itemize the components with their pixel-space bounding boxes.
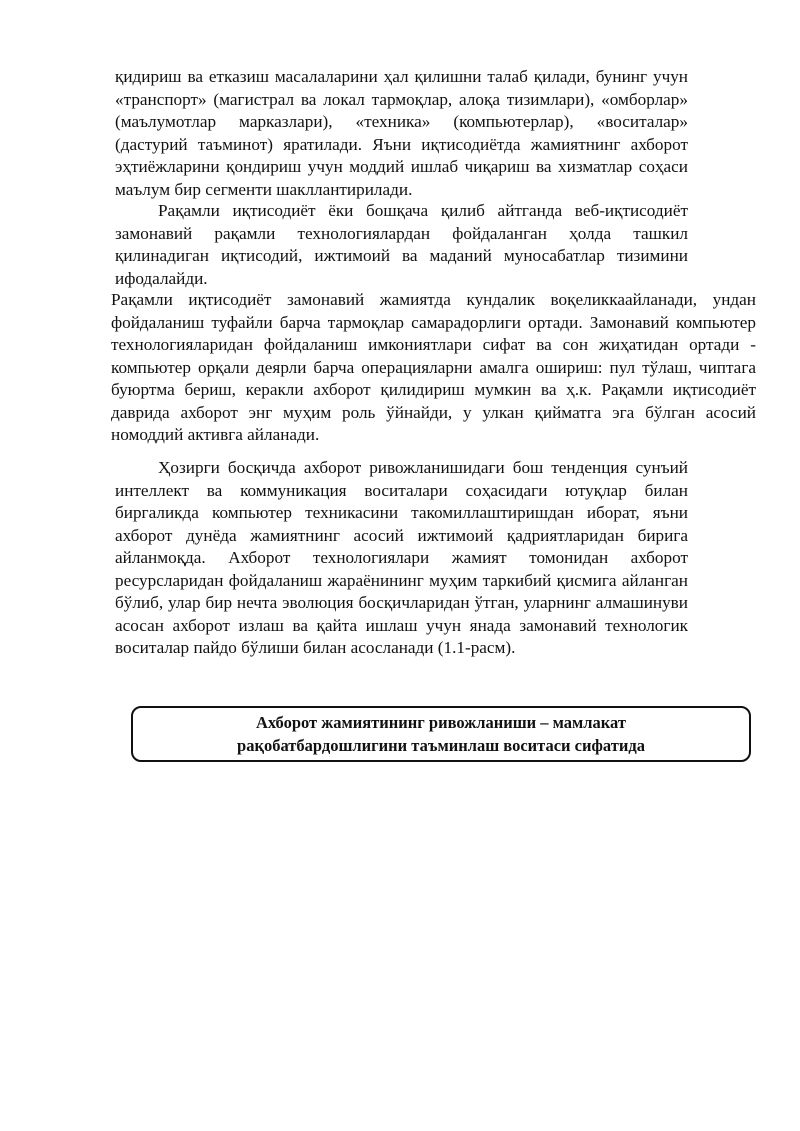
figure-title-line-1: Ахборот жамиятининг ривожланиши – мамлакат [256,713,626,732]
figure-title-box [131,706,751,762]
body-paragraph-4: Ҳозирги босқичда ахборот ривожланишидаги бош тенденция сунъий интеллект ва коммуникация воситалари соҳасидаги ютуқлар билан биргаликда компьютер техникасини такомиллаштиришдан иборат, яъни ахборот дунёда жамиятнинг асосий ижтимоий қадриятларидан бирига айланмоқда. Ахборот технологиялари жамият томонидан ахборот ресурсларидан фойдаланиш жараёнининг муҳим таркибий қисмига айланган бўлиб, улар бир нечта эволюция босқичларидан ўтган, уларнинг алмашинуви асосан ахборот излаш ва қайта ишлаш учун янада замонавий технологик воситалар пайдо бўлиши билан асосланади (1.1-расм). [115,458,688,657]
body-paragraph-1: қидириш ва етказиш масалаларини ҳал қилишни талаб қилади, бунинг учун «транспорт» (магистрал ва локал тармоқлар, алоқа тизимлари), «омборлар» (маълумотлар марказлари), «техника» (компьютерлар), «воситалар» (дастурий таъминот) яратилади. Яъни иқтисодиётда жамиятнинг ахборот эҳтиёжларини қондириш учун моддий ишлаб чиқариш ва хизматлар соҳаси маълум бир сегменти шакллантирилади. [115,67,688,199]
figure-title-line-2: рақобатбардошлигини таъминлаш воситаси сифатида [237,736,645,755]
body-paragraph-3: Рақамли иқтисодиёт замонавий жамиятда кундалик воқеликкаайланади, ундан фойдаланиш туфайли барча тармоқлар самарадорлиги ортади. Замонавий компьютер технологияларидан фойдаланиш имкониятлари сифат ва сон жиҳатидан ортади - компьютер орқали деярли барча операцияларни амалга ошириш: пул тўлаш, чиптага буюртма бериш, керакли ахборот қилидириш мумкин ва ҳ.к. Рақамли иқтисодиёт даврида ахборот энг муҳим роль ўйнайди, у улкан қийматга эга бўлган асосий номоддий активга айланади. [111,290,756,444]
body-paragraph-2: Рақамли иқтисодиёт ёки бошқача қилиб айтганда веб-иқтисодиёт замонавий рақамли технологиялардан фойдаланган ҳолда ташкил қилинадиган иқтисодий, ижтимоий ва маданий муносабатлар тизимини ифодалайди. [115,201,688,288]
